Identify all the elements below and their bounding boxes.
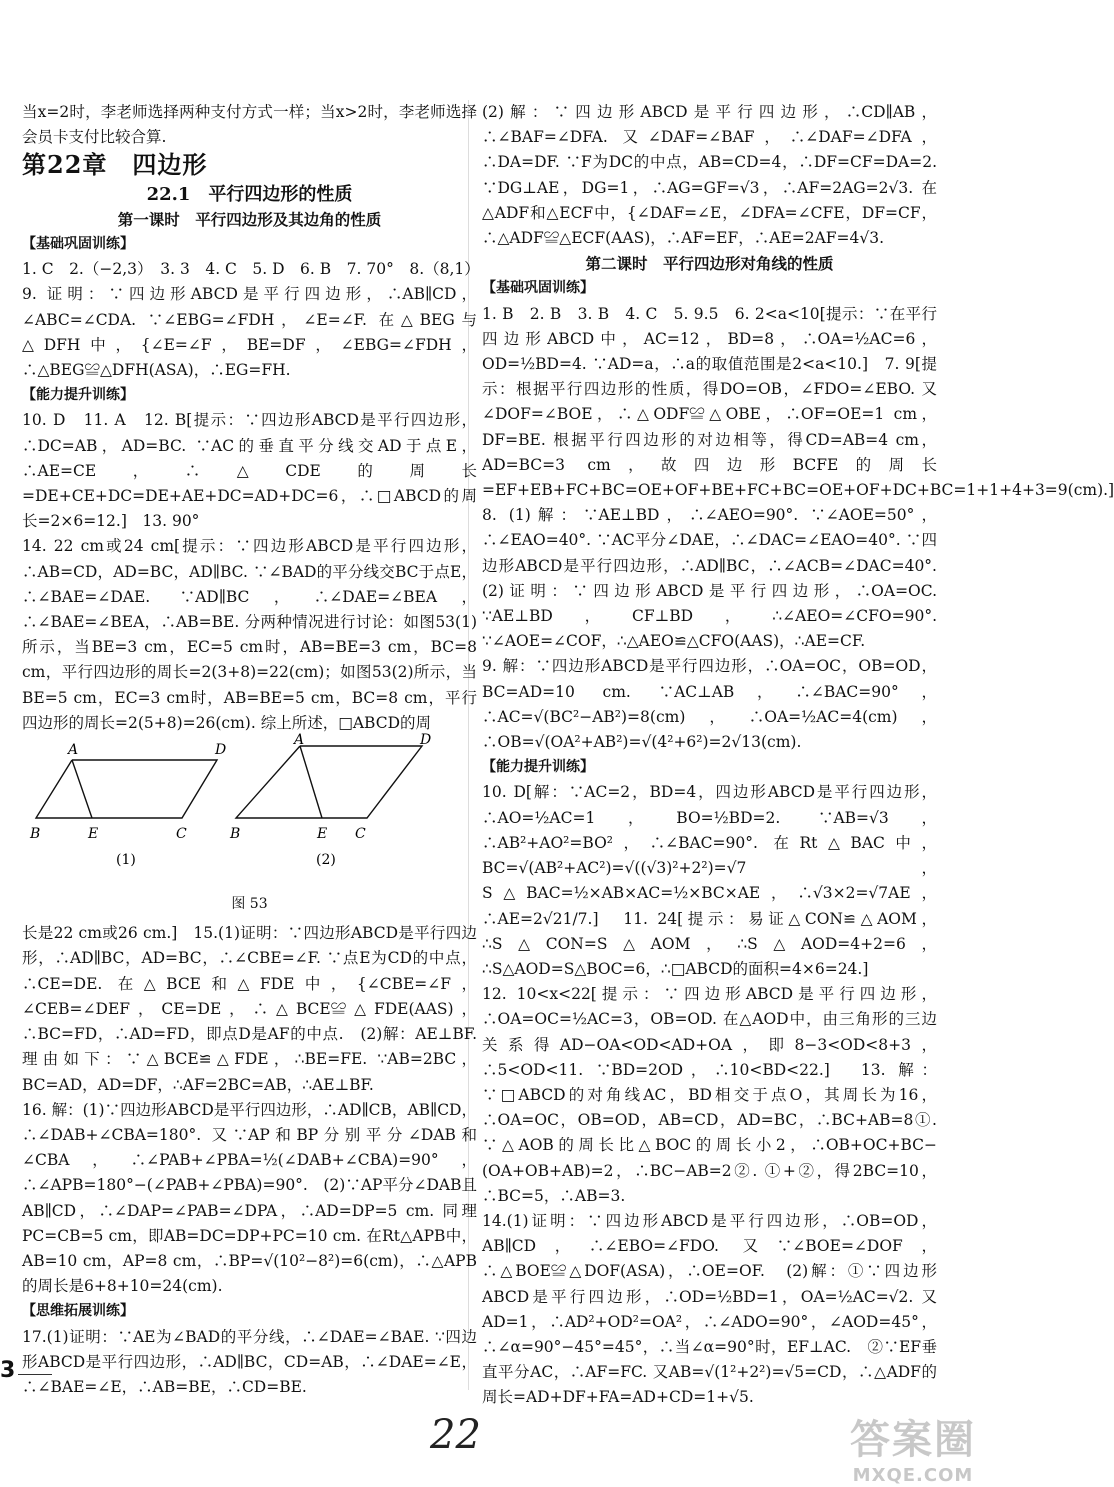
figure-53-diagram — [22, 732, 477, 890]
label-A-1: A — [68, 742, 79, 759]
ability-heading-2: 【能力提升训练】 — [482, 759, 594, 776]
answer-q16: 16. 解：(1)∵四边形ABCD是平行四边形，∴AD∥CB，AB∥CD，∴∠DAB+∠CBA=180°. 又∵AP和BP分别平分∠DAB和∠CBA，∴∠PAB+∠PBA=½(∠DAB+∠CBA)=90°，∴∠APB=180°−(∠PAB+∠PBA)=90°. (2)∵AP平分∠DAB且AB∥CD，∴∠DAP=∠PAB=∠DPA，∴AD=DP=5 cm. 同理PC=CB=5 cm，即AB=DC=DP+PC=10 cm. 在Rt△APB中，AB=10 cm，AP=8 cm，∴BP=√(10²−8²)=6(cm)，∴△APB的周长是6+8+10=24(cm). — [22, 1100, 477, 1296]
answer-q10-13: 10. D 11. A 12. B[提示：∵四边形ABCD是平行四边形，∴DC=AB，AD=BC. ∵AC的垂直平分线交AD于点E，∴AE=CE，∴△CDE的周长=DE+CE+DC=DE+AE+DC=AD+DC=6，∴□ABCD的周长=2×6=12.] 13. 90° — [22, 411, 477, 531]
page-number-rule — [18, 1374, 52, 1375]
label-E-1: E — [88, 826, 99, 843]
answer-q17: 17.(1)证明：∵AE为∠BAD的平分线，∴∠DAE=∠BAE. ∵四边形ABCD是平行四边形，∴AD∥BC，CD=AB，∴∠DAE=∠E，∴∠BAE=∠E，∴AB=BE，∴CD=BE. — [22, 1327, 477, 1396]
lesson-title: 第一课时 平行四边形及其边角的性质 — [117, 209, 382, 229]
ability-heading: 【能力提升训练】 — [22, 387, 134, 404]
answer-q14-lesson2: 14.(1)证明：∵四边形ABCD是平行四边形，∴OB=OD，AB∥CD，∴∠EBO=∠FDO. 又∵∠BOE=∠DOF，∴△BOE≌△DOF(ASA)，∴OE=OF. (2)解：①∵四边形ABCD是平行四边形，∴OD=½BD=1，OA=½AC=√2. 又AD=1，∴AD²+OD²=OA²，∴∠ADO=90°，∠AOD=45°，∴∠α=90°−45°=45°，∴当∠α=90°时，EF⊥AC. ②∵EF垂直平分AC，∴AF=FC. 又AB=√(1²+2²)=√5=CD，∴△ADF的周长=AD+DF+FA=AD+CD=1+√5. — [482, 1211, 937, 1407]
answers-q12-13-lesson2: 12. 10<x<22[提示：∵四边形ABCD是平行四边形，∴OA=OC=½AC=3，OB=OD. 在△AOD中，由三角形的三边关系得AD−OA<OD<AD+OA，即8−3<OD<8+3，∴5<OD<11. ∵BD=2OD，∴10<BD<22.] 13. 解：∵□ABCD的对角线AC，BD相交于点O，其周长为16，∴OA=OC，OB=OD，AB=CD，AD=BC，∴BC+AB=8①. ∵△AOB的周长比△BOC的周长小2，∴OB+OC+BC−(OA+OB+AB)=2，∴BC−AB=2②. ①+②，得2BC=10，∴BC=5，∴AB=3. — [482, 985, 937, 1205]
label-C-1: C — [176, 826, 187, 843]
label-B-2: B — [230, 826, 241, 843]
label-C-2: C — [355, 826, 366, 843]
figure-caption: 图 53 — [231, 896, 268, 913]
label-D-2: D — [420, 732, 432, 749]
label-A-2: A — [294, 732, 305, 749]
label-B-1: B — [30, 826, 41, 843]
section-title: 22.1 平行四边形的性质 — [146, 183, 353, 205]
answer-q14-end-q15: 长是22 cm或26 cm.] 15.(1)证明：∵四边形ABCD是平行四边形，∴AD∥BC，AD=BC，∴∠CBE=∠F. ∵点E为CD的中点，∴CE=DE. 在△BCE和△FDE中，{∠CBE=∠F，∠CEB=∠DEF，CE=DE，∴△BCE≌△FDE(AAS)，∴BC=FD，∴AD=FD，即点D是AF的中点. (2)解：AE⊥BF. 理由如下：∵△BCE≌△FDE，∴BE=FE. ∵AB=2BC，BC=AD，AD=DF，∴AF=2BC=AB，∴AE⊥BF. — [22, 924, 477, 1094]
figure-sub-2: (2) — [316, 852, 336, 869]
answer-q17-part2: (2)解：∵四边形ABCD是平行四边形，∴CD∥AB，∴∠BAF=∠DFA. 又∠DAF=∠BAF，∴∠DAF=∠DFA，∴DA=DF. ∵F为DC的中点，AB=CD=4，∴DF=CF=DA=2. ∵DG⊥AE，DG=1，∴AG=GF=√3，∴AF=2AG=2√3. 在△ADF和△ECF中，{∠DAF=∠E，∠DFA=∠CFE，DF=CF，∴△ADF≌△ECF(AAS)，∴AF=EF，∴AE=2AF=4√3. — [482, 103, 937, 248]
answer-q14: 14. 22 cm或24 cm[提示：∵四边形ABCD是平行四边形，∴AB=CD，AD=BC，AD∥BC. ∵∠BAD的平分线交BC于点E，∴∠BAE=∠DAE. ∵AD∥BC，∴∠DAE=∠BEA，∴∠BAE=∠BEA，∴AB=BE. 分两种情况进行讨论：如图53(1)所示，当BE=3 cm，EC=5 cm时，AB=BE=3 cm，BC=8 cm，平行四边形的周长=2(3+8)=22(cm)；如图53(2)所示，当BE=5 cm，EC=3 cm时，AB=BE=5 cm，BC=8 cm，平行四边形的周长=2(5+8)=26(cm). 综上所述，□ABCD的周 — [22, 537, 477, 732]
left-column — [22, 100, 480, 1400]
label-E-2: E — [317, 826, 328, 843]
handwritten-number: 22 — [430, 1412, 481, 1458]
answers-q1-8: 1. B 2. B 3. B 4. C 5. 9.5 6. 2<a<10[提示：∵在平行四边形ABCD中，AC=12，BD=8，∴OA=½AC=6，OD=½BD=4. ∵AD=a，∴a的取值范围是2<a<10.] 7. 9[提示：根据平行四边形的性质，得DO=OB，∠FDO=∠EBO. 又∠DOF=∠BOE，∴△ODF≌△OBE，∴OF=OE=1 cm，DF=BE. 根据平行四边形的对边相等，得CD=AB=4 cm，AD=BC=3 cm，故四边形BCFE的周长=EF+EB+FC+BC=OE+OF+BE+FC+BC=OE+OF+DC+BC=1+1+4+3=9(cm).] 8. (1)解：∵AE⊥BD，∴∠AEO=90°. ∵∠AOE=50°，∴∠EAO=40°. ∵AC平分∠DAE，∴∠DAC=∠EAO=40°. ∵四边形ABCD是平行四边形，∴AD∥BC，∴∠ACB=∠DAC=40°. (2)证明：∵四边形ABCD是平行四边形，∴OA=OC. ∵AE⊥BD，CF⊥BD，∴∠AEO=∠CFO=90°. ∵∠AOE=∠COF，∴△AEO≌△CFO(AAS)，∴AE=CF. — [482, 304, 1114, 651]
basic-heading: 【基础巩固训练】 — [22, 236, 134, 253]
intro-paragraph: 当x=2时，李老师选择两种支付方式一样；当x>2时，李老师选择会员卡支付比较合算. — [22, 103, 477, 147]
answer-q9-lesson2: 9. 解：∵四边形ABCD是平行四边形，∴OA=OC，OB=OD，BC=AD=10 cm. ∵AC⊥AB，∴∠BAC=90°，∴AC=√(BC²−AB²)=8(cm)，∴OA=½AC=4(cm)，∴OB=√(OA²+AB²)=√(4²+6²)=2√13(cm). — [482, 657, 937, 752]
watermark — [850, 1408, 976, 1486]
answer-q9: 9. 证明：∵四边形ABCD是平行四边形，∴AB∥CD，∠ABC=∠CDA. ∵∠EBG=∠FDH，∠E=∠F. 在△BEG与△DFH中，{∠E=∠F，BE=DF，∠EBG=∠FDH，∴△BEG≌△DFH(ASA)，∴EG=FH. — [22, 285, 477, 380]
chapter-title: 第22章 四边形 — [22, 150, 208, 180]
watermark-url: MXQE.COM — [852, 1465, 974, 1486]
page-number: 3 — [0, 1358, 16, 1383]
parallelogram-1 — [36, 760, 217, 818]
parallelogram-2 — [236, 746, 422, 818]
label-D-1: D — [215, 742, 227, 759]
right-column — [482, 100, 1114, 1411]
figure-53 — [22, 732, 477, 890]
figure-sub-1: (1) — [116, 852, 136, 869]
basic-heading-2: 【基础巩固训练】 — [482, 280, 594, 297]
watermark-logo-text: 答案圈 — [850, 1417, 976, 1463]
answers-q10-11-lesson2: 10. D[解：∵AC=2，BD=4，四边形ABCD是平行四边形，∴AO=½AC=1，BO=½BD=2. ∵AB=√3，∴AB²+AO²=BO²，∴∠BAC=90°. 在Rt△BAC中，BC=√(AB²+AC²)=√((√3)²+2²)=√7，S△BAC=½×AB×AC=½×BC×AE，∴√3×2=√7AE，∴AE=2√21/7.] 11. 24[提示：易证△CON≌△AOM，∴S△CON=S△AOM，∴S△AOD=4+2=6，∴S△AOD=S△BOC=6，∴□ABCD的面积=4×6=24.] — [482, 783, 937, 978]
lesson2-title: 第二课时 平行四边形对角线的性质 — [585, 254, 834, 274]
extension-heading: 【思维拓展训练】 — [22, 1303, 134, 1320]
basic-answers: 1. C 2.（−2,3） 3. 3 4. C 5. D 6. B 7. 70° 8.（8,1） — [22, 260, 480, 279]
